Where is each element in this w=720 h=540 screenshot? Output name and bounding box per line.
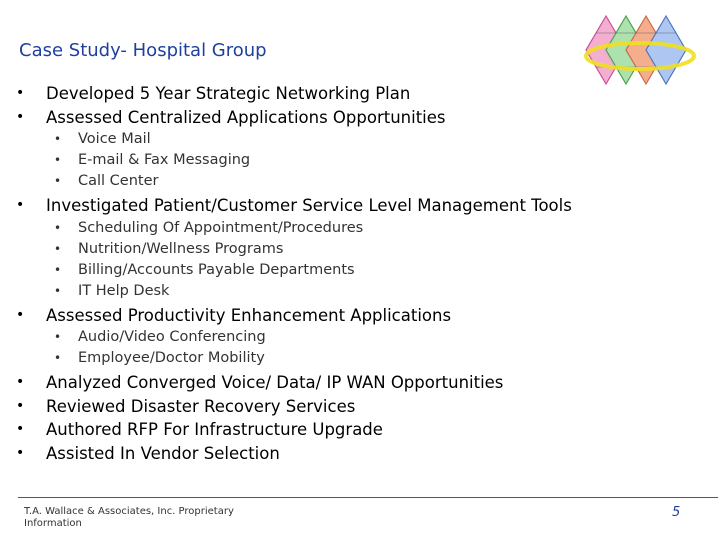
bullet: • [16,108,25,125]
bullet: • [54,262,62,277]
sub-list-item-text: Voice Mail [78,131,151,147]
sub-list-item [16,218,706,239]
footer-divider [18,497,718,498]
list-item-text: Assessed Productivity Enhancement Applications [46,305,452,325]
list-item-text: Developed 5 Year Strategic Networking Plan [46,84,411,103]
sub-list-item-text: Nutrition/Wellness Programs [78,240,284,257]
list-item-text: Analyzed Converged Voice/ Data/ IP WAN Opportunities [46,373,504,392]
bullet: • [54,174,62,188]
list-item [16,82,706,106]
sub-list [16,129,706,192]
list-item-text: Investigated Patient/Customer Service Level Management Tools [46,196,572,215]
bullet: • [54,330,62,344]
list-item [16,194,706,218]
sub-list-item-text: Call Center [78,173,159,189]
list-item [16,371,706,395]
list-item [16,395,706,419]
sub-list-item-text: Billing/Accounts Payable Departments [78,261,355,278]
sub-list [16,218,706,302]
list-item [16,304,706,328]
sub-list-item-text: E-mail & Fax Messaging [78,152,251,168]
bullet: • [16,85,25,101]
list-item [16,418,706,442]
bullet: • [16,421,25,437]
footer-text: T.A. Wallace & Associates, Inc. Proprietary Information [24,506,234,529]
sub-list-item-text: Employee/Doctor Mobility [78,350,265,366]
sub-list [16,327,706,369]
page-number: 5 [672,505,681,520]
bullet: • [16,197,25,213]
sub-list-item-text: Audio/Video Conferencing [78,329,266,345]
sub-list-item [16,327,706,348]
sub-list-item [16,281,706,302]
bullet: • [16,374,25,390]
bullet: • [54,283,62,298]
sub-list-item-text: Scheduling Of Appointment/Procedures [78,219,364,236]
bullet: • [16,306,25,323]
list-item [16,106,706,130]
sub-list-item [16,129,706,150]
sub-list-item [16,171,706,192]
bullet: • [54,220,62,235]
bullet: • [54,351,62,365]
sub-list-item [16,150,706,171]
bullet: • [54,153,62,167]
bullet: • [54,132,62,146]
bullet: • [16,397,25,414]
sub-list-item [16,239,706,260]
bullet: • [16,444,25,461]
bullet: • [54,241,62,256]
sub-list-item [16,260,706,281]
diamonds-ring-logo-icon [584,12,704,88]
list-item-text: Reviewed Disaster Recovery Services [46,396,356,416]
bullet-list [16,82,706,465]
list-item-text: Assessed Centralized Applications Opportunities [46,107,446,127]
list-item [16,442,706,466]
slide-title: Case Study- Hospital Group [19,40,267,61]
sub-list-item [16,348,706,369]
list-item-text: Assisted In Vendor Selection [46,443,280,463]
list-item-text: Authored RFP For Infrastructure Upgrade [46,420,383,439]
sub-list-item-text: IT Help Desk [78,282,170,299]
